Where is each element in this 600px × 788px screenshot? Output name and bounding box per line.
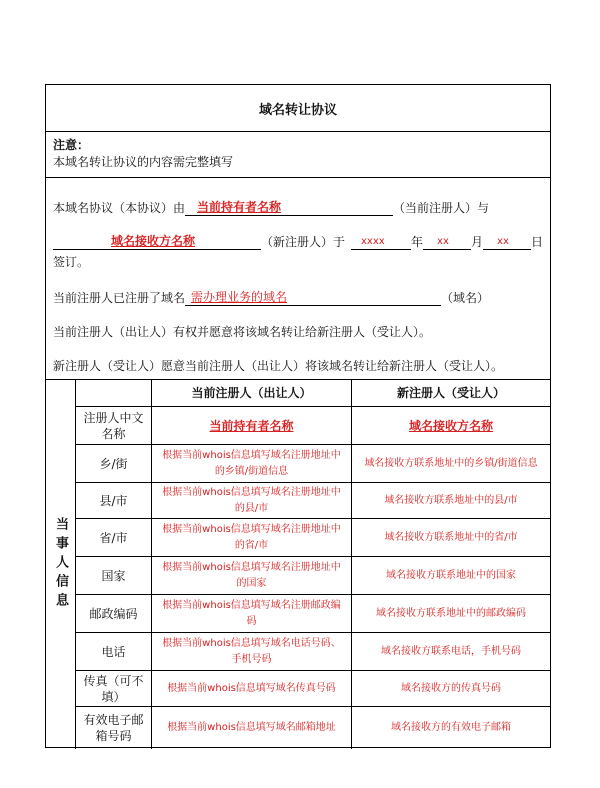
current-registrant-value[interactable]: 根据当前whois信息填写域名邮箱地址: [152, 707, 352, 749]
month-label: 月: [471, 235, 484, 249]
year-field[interactable]: xxxx: [351, 234, 411, 250]
party-info-table: [46, 379, 550, 749]
agreement-line-4: [53, 289, 489, 306]
agreement-line-1: [53, 199, 489, 216]
header-new-registrant: 新注册人（受让人）: [396, 385, 505, 400]
line4-suffix: （域名）: [441, 291, 490, 305]
current-registrant-value[interactable]: 根据当前whois信息填写域名传真号码: [152, 671, 352, 706]
new-registrant-value[interactable]: 域名接收方联系地址中的乡镇/街道信息: [364, 457, 538, 469]
line1-prefix: 本域名协议（本协议）由: [53, 201, 186, 215]
current-registrant-value[interactable]: 根据当前whois信息填写域名电话号码、手机号码: [152, 633, 352, 670]
document-title: 域名转让协议: [258, 102, 337, 118]
header-blank-cell: [76, 379, 152, 406]
domain-field[interactable]: 需办理业务的域名: [185, 290, 441, 306]
day-field[interactable]: xx: [483, 234, 531, 250]
row-label: 电话: [76, 633, 152, 670]
notice-text: 本域名转让协议的内容需完整填写: [53, 155, 234, 169]
new-registrant-value[interactable]: 域名接收方联系电话，手机号码: [381, 645, 521, 657]
row-label: 注册人中文名称: [76, 407, 152, 444]
header-current-registrant: 当前注册人（出让人）: [152, 379, 352, 406]
table-row: [76, 557, 550, 595]
row-label: 有效电子邮箱号码: [76, 707, 152, 749]
side-label: 当事人信息: [53, 516, 68, 612]
table-row: [76, 407, 550, 445]
table-row: [76, 483, 550, 519]
table-row: [76, 633, 550, 671]
row-label: 邮政编码: [76, 595, 152, 632]
year-label: 年: [411, 235, 424, 249]
new-registrant-value[interactable]: 域名接收方联系地址中的邮政编码: [376, 607, 526, 619]
current-registrant-value[interactable]: 根据当前whois信息填写域名注册地址中的国家: [152, 557, 352, 594]
new-registrant-value[interactable]: 域名接收方联系地址中的县/市: [384, 494, 518, 506]
line1-suffix: （当前注册人）与: [393, 201, 490, 215]
current-registrant-value[interactable]: 根据当前whois信息填写域名注册地址中的省/市: [152, 519, 352, 556]
row-label: 乡/街: [76, 445, 152, 482]
current-registrant-value[interactable]: 当前持有者名称: [152, 407, 352, 444]
table-row: [76, 519, 550, 557]
agreement-line-2: [53, 233, 543, 250]
notice-section: [46, 131, 550, 177]
receiver-field[interactable]: 域名接收方名称: [53, 234, 261, 250]
agreement-line-3: 签订。: [53, 255, 90, 269]
side-label-cell: [46, 379, 76, 749]
line4-prefix: 当前注册人已注册了域名: [53, 291, 186, 305]
agreement-line-6: 新注册人（受让人）愿意当前注册人（出让人）将该域名转让给新注册人（受让人）。: [53, 359, 504, 373]
line2-mid: （新注册人）于: [261, 235, 346, 249]
party-info-grid: [76, 379, 550, 749]
agreement-line-5: 当前注册人（出让人）有权并愿意将该域名转让给新注册人（受让人）。: [53, 325, 432, 339]
row-label: 国家: [76, 557, 152, 594]
current-holder-field[interactable]: 当前持有者名称: [185, 200, 393, 216]
table-header-row: [76, 379, 550, 407]
current-registrant-value[interactable]: 根据当前whois信息填写域名注册地址中的乡镇/街道信息: [152, 445, 352, 482]
new-registrant-value[interactable]: 域名接收方的传真号码: [401, 682, 501, 694]
current-registrant-value[interactable]: 根据当前whois信息填写域名注册邮政编码: [152, 595, 352, 632]
table-row: [76, 445, 550, 483]
new-registrant-value[interactable]: 域名接收方联系地址中的国家: [386, 569, 516, 581]
table-row: [76, 595, 550, 633]
agreement-form: [45, 84, 551, 748]
table-row: [76, 707, 550, 749]
new-registrant-value[interactable]: 域名接收方的有效电子邮箱: [391, 722, 511, 733]
notice-label: 注意：: [53, 138, 90, 152]
title-section: [46, 85, 550, 131]
month-field[interactable]: xx: [423, 234, 471, 250]
row-label: 传真（可不填）: [76, 671, 152, 706]
current-registrant-value[interactable]: 根据当前whois信息填写域名注册地址中的县/市: [152, 483, 352, 518]
new-registrant-value[interactable]: 域名接收方名称: [408, 418, 493, 433]
new-registrant-value[interactable]: 域名接收方联系地址中的省/市: [384, 531, 518, 543]
row-label: 省/市: [76, 519, 152, 556]
row-label: 县/市: [76, 483, 152, 518]
table-row: [76, 671, 550, 707]
day-label: 日: [531, 235, 544, 249]
agreement-body: [46, 177, 550, 379]
